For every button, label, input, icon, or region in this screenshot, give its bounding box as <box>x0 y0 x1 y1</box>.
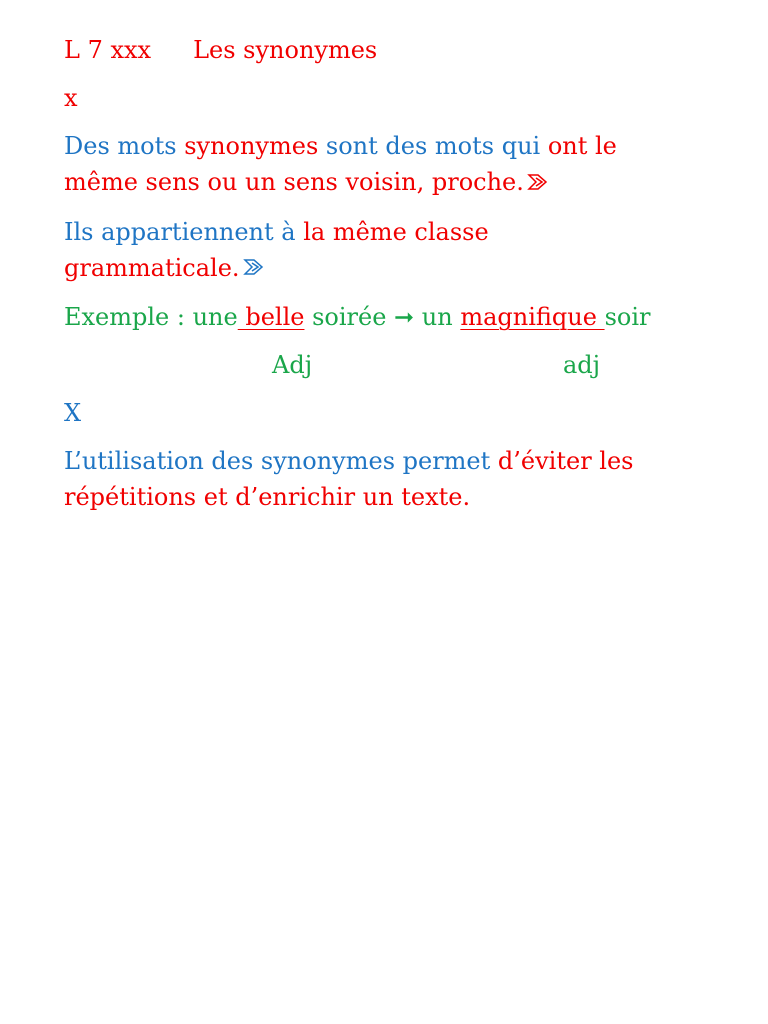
example-end: soir <box>604 303 651 331</box>
double-arrow-icon <box>526 166 552 202</box>
rule-line-2: grammaticale. <box>64 253 240 282</box>
tags-row <box>64 347 754 383</box>
definition-line-2: même sens ou un sens voisin, proche. <box>64 168 524 196</box>
definition-text-2: sont des mots qui <box>318 132 548 160</box>
definition-text-1: Des mots <box>64 132 185 160</box>
document-page <box>64 32 754 515</box>
tag-left: Adj <box>272 351 313 379</box>
example-mid: soirée <box>304 303 395 331</box>
example-arrow: ➞ <box>394 303 415 331</box>
rule-paragraph <box>64 214 754 288</box>
tag-right: adj <box>563 351 601 379</box>
example-lead: Exemple : une <box>64 303 238 331</box>
example-word-1: belle <box>237 303 305 331</box>
definition-paragraph <box>64 128 754 202</box>
usage-line-2: répétitions et d’enrichir un texte. <box>64 483 471 511</box>
example-line <box>64 299 754 335</box>
usage-text-1: L’utilisation des synonymes permet <box>64 447 498 475</box>
rule-text-2: la même classe <box>303 217 489 246</box>
double-arrow-icon <box>242 251 268 287</box>
marker-mid: X <box>64 399 82 427</box>
usage-text-2: d’éviter les <box>497 447 634 475</box>
example-word-2: magnifique <box>460 303 605 331</box>
usage-paragraph <box>64 443 754 515</box>
definition-keyword: synonymes <box>184 132 319 160</box>
example-un: un <box>414 303 461 331</box>
lesson-code: L 7 xxx <box>64 36 152 64</box>
title-line <box>64 32 754 68</box>
rule-text-1: Ils appartiennent à <box>64 217 304 246</box>
definition-text-3: ont le <box>547 132 617 160</box>
marker-top: x <box>64 84 78 112</box>
lesson-title: Les synonymes <box>193 36 378 64</box>
